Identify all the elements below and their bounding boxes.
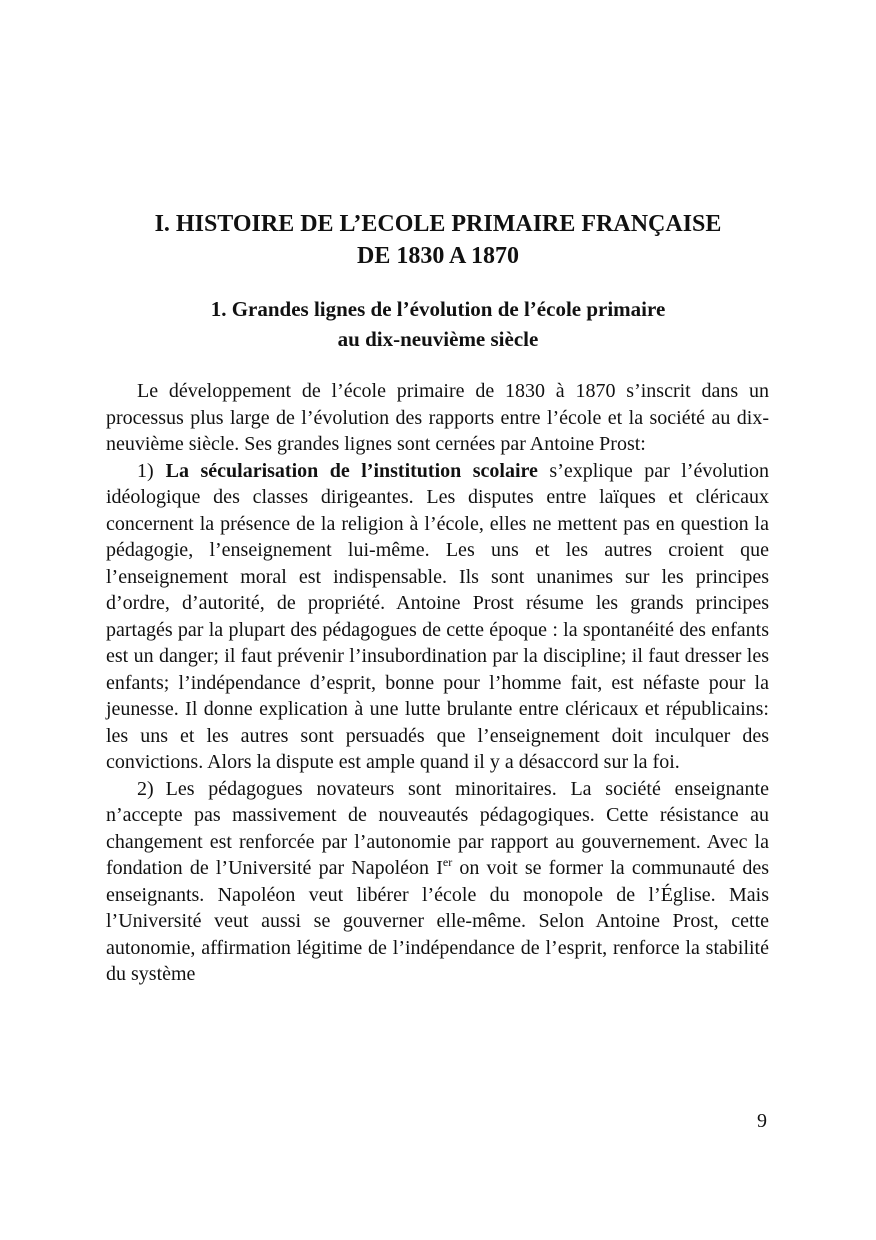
point-1-number: 1) bbox=[137, 459, 154, 482]
point-2-number: 2) bbox=[137, 777, 154, 800]
body-text bbox=[106, 378, 769, 988]
section-title-line-1: 1. Grandes lignes de l’évolution de l’école primaire bbox=[210, 297, 666, 321]
point-2-paragraph bbox=[106, 776, 769, 988]
chapter-title-line-2: DE 1830 A 1870 bbox=[356, 243, 520, 269]
point-1-heading: La sécularisation de l’institution scolaire bbox=[165, 459, 538, 482]
intro-paragraph: Le développement de l’école primaire de 1830 à 1870 s’inscrit dans un processus plus large de l’évolution des rapports entre l’école et la société au dix-neuvième siècle. Ses grandes lignes sont cernées par Antoine Prost: bbox=[106, 380, 769, 455]
point-2-text-after: on voit se former la communauté des enseignants. Napoléon veut libérer l’école du monopole de l’Église. Mais l’Université veut aussi se gouverner elle-même. Selon Antoine Prost, cette autonomie, affirmation légitime de l’indépendance de l’esprit, renforce la stabilité du système bbox=[106, 857, 769, 985]
point-2-superscript: er bbox=[442, 855, 453, 869]
point-1-paragraph bbox=[106, 458, 769, 776]
section-title-line-2: au dix-neuvième siècle bbox=[337, 327, 539, 351]
page-number: 9 bbox=[757, 1110, 767, 1132]
point-1-text: s’explique par l’évolution idéologique des classes dirigeantes. Les disputes entre laïques et cléricaux concernent la présence de la religion à l’école, elles ne mettent pas en question la pédagogie, l’enseignement lui-même. Les uns et les autres croient que l’enseignement moral est indispensable. Ils sont unanimes sur les principes d’ordre, d’autorité, de propriété. Antoine Prost résume les grands principes partagés par la plupart des pédagogues de cette époque : la spontanéité des enfants est un danger; il faut prévenir l’insubordination par la discipline; il faut dresser les enfants; l’indépendance d’esprit, bonne pour l’homme fait, est néfaste pour la jeunesse. Il donne explication à une lutte brulante entre cléricaux et républicains: les uns et les autres sont persuadés que l’enseignement doit inculquer des convictions. Alors la dispute est ample quand il y a désaccord sur la foi. bbox=[106, 459, 769, 773]
point-2-text-before: Les pédagogues novateurs sont minoritaires. La société enseignante n’accepte pas massivement de nouveautés pédagogiques. Cette résistance au changement est renforcée par l’autonomie par rapport au gouvernement. Avec la fondation de l’Université par Napoléon I bbox=[106, 777, 769, 879]
chapter-title bbox=[80, 208, 796, 272]
chapter-title-line-1: I. HISTOIRE DE L’ECOLE PRIMAIRE FRANÇAISE bbox=[154, 211, 722, 237]
section-title bbox=[110, 294, 766, 354]
